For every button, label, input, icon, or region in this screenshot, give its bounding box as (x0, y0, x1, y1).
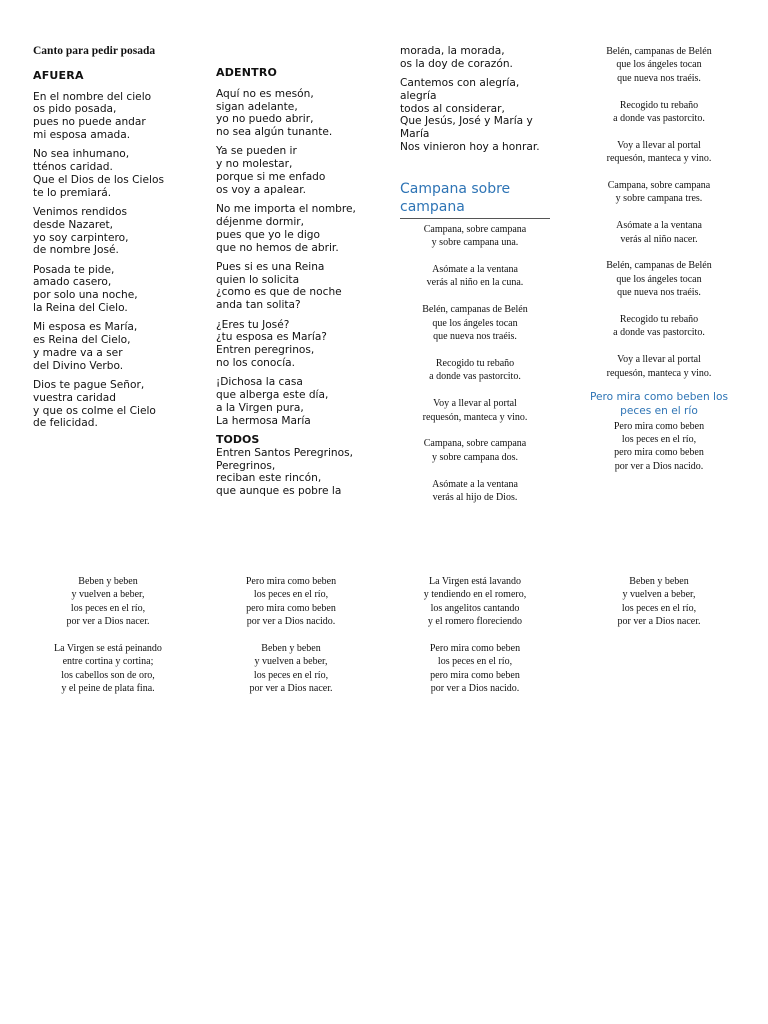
bottom-column-2 (216, 575, 366, 709)
verse-stanza: Voy a llevar al portal requesón, manteca y vino. (606, 139, 712, 165)
column-afuera (33, 45, 193, 437)
verse-stanza: Asómate a la ventana verás al niño nacer. (616, 220, 702, 245)
verse-stanza: Beben y beben y vuelven a beber, los peces en el río, por ver a Dios nacer. (66, 576, 150, 628)
bottom-column-4 (584, 575, 734, 642)
verse-stanza: Asómate a la ventana verás al niño en la cuna. (426, 264, 524, 289)
verse-stanza: Campana, sobre campana y sobre campana tres. (607, 180, 711, 205)
verse-stanza: Belén, campanas de Belén que los ángeles tocan que nueva nos traéis. (606, 46, 712, 84)
verse-stanza: Pero mira como beben los peces en el río, pero mira como beben por ver a Dios nacido. (613, 420, 705, 472)
verse-stanza: Mi esposa es María, es Reina del Cielo, y madre va a ser del Divino Verbo. (33, 321, 138, 372)
peces-heading: Pero mira como beben los peces en el río (590, 391, 728, 418)
column-three (400, 45, 550, 518)
verse-stanza: Voy a llevar al portal requesón, manteca y vino. (422, 398, 528, 423)
verse-stanza: En el nombre del cielo os pido posada, pues no puede andar mi esposa amada. (33, 90, 152, 141)
verse-stanza: Belén, campanas de Belén que los ángeles tocan que nueva nos traéis. (422, 304, 528, 343)
verse-stanza: Campana, sobre campana y sobre campana dos. (423, 438, 527, 463)
verse-stanza: Cantemos con alegría, alegría todos al considerar, Que Jesús, José y María y María Nos vinieron hoy a honrar. (400, 77, 540, 154)
bottom-column-1 (33, 575, 183, 709)
verse-stanza: Pero mira como beben los peces en el río, pero mira como beben por ver a Dios nacido. (245, 576, 337, 628)
verse-stanza: Pues si es una Reina quien lo solicita ¿como es que de noche anda tan solita? (216, 260, 342, 312)
verse-stanza: La Virgen está lavando y tendiendo en el romero, los angelitos cantando y el romero floreciendo (423, 576, 527, 628)
verse-stanza: Aquí no es mesón, sigan adelante, yo no puedo abrir, no sea algún tunante. (216, 87, 333, 139)
verse-stanza: Dios te pague Señor, vuestra caridad y que os colme el Cielo de felicidad. (33, 379, 156, 430)
bottom-column-3 (400, 575, 550, 709)
verse-stanza: Pero mira como beben los peces en el río, pero mira como beben por ver a Dios nacido. (429, 643, 521, 695)
verse-stanza: No me importa el nombre, déjenme dormir, pues que yo le digo que no hemos de abrir. (216, 203, 356, 254)
verse-stanza: ¡Dichosa la casa que alberga este día, a la Virgen pura, La hermosa María (216, 376, 329, 427)
verse-stanza: morada, la morada, os la doy de corazón. (400, 45, 513, 70)
verse-stanza: ¿Eres tu José? ¿tu esposa es María? Entren peregrinos, no los conocía. (216, 318, 327, 369)
column-four (584, 45, 734, 487)
page-title: Canto para pedir posada (33, 45, 156, 57)
verse-stanza: Posada te pide, amado casero, por solo una noche, la Reina del Cielo. (33, 263, 138, 315)
column-adentro (216, 67, 381, 504)
verse-stanza: La Virgen se está peinando entre cortina y cortina; los cabellos son de oro, y el peine de plata fina. (54, 643, 162, 695)
verse-stanza: Recogido tu rebaño a donde vas pastorcito. (613, 314, 705, 339)
verse-stanza: Venimos rendidos desde Nazaret, yo soy carpintero, de nombre José. (33, 205, 129, 257)
verse-stanza: Ya se pueden ir y no molestar, porque si me enfado os voy a apalear. (216, 145, 326, 196)
afuera-heading: AFUERA (33, 68, 84, 82)
campana-heading: Campana sobre campana (400, 180, 550, 219)
verse-stanza: Asómate a la ventana verás al hijo de Dios. (432, 478, 518, 503)
adentro-heading: ADENTRO (216, 66, 278, 79)
verse-stanza: Recogido tu rebaño a donde vas pastorcito. (429, 357, 521, 383)
verse-stanza: Belén, campanas de Belén que los ángeles tocan que nueva nos traéis. (606, 260, 712, 299)
verse-stanza: Beben y beben y vuelven a beber, los peces en el río, por ver a Dios nacer. (617, 576, 701, 628)
todos-heading: TODOS (216, 432, 260, 446)
verse-stanza: Beben y beben y vuelven a beber, los peces en el río, por ver a Dios nacer. (249, 643, 333, 695)
verse-stanza: Campana, sobre campana y sobre campana una. (423, 223, 527, 249)
verse-stanza: No sea inhumano, tténos caridad. Que el Dios de los Cielos te lo premiará. (33, 148, 164, 199)
verse-stanza: Voy a llevar al portal requesón, manteca y vino. (606, 354, 712, 379)
verse-stanza: Recogido tu rebaño a donde vas pastorcito. (613, 99, 705, 125)
verse-stanza: Entren Santos Peregrinos, Peregrinos, reciban este rincón, que aunque es pobre la (216, 446, 354, 498)
